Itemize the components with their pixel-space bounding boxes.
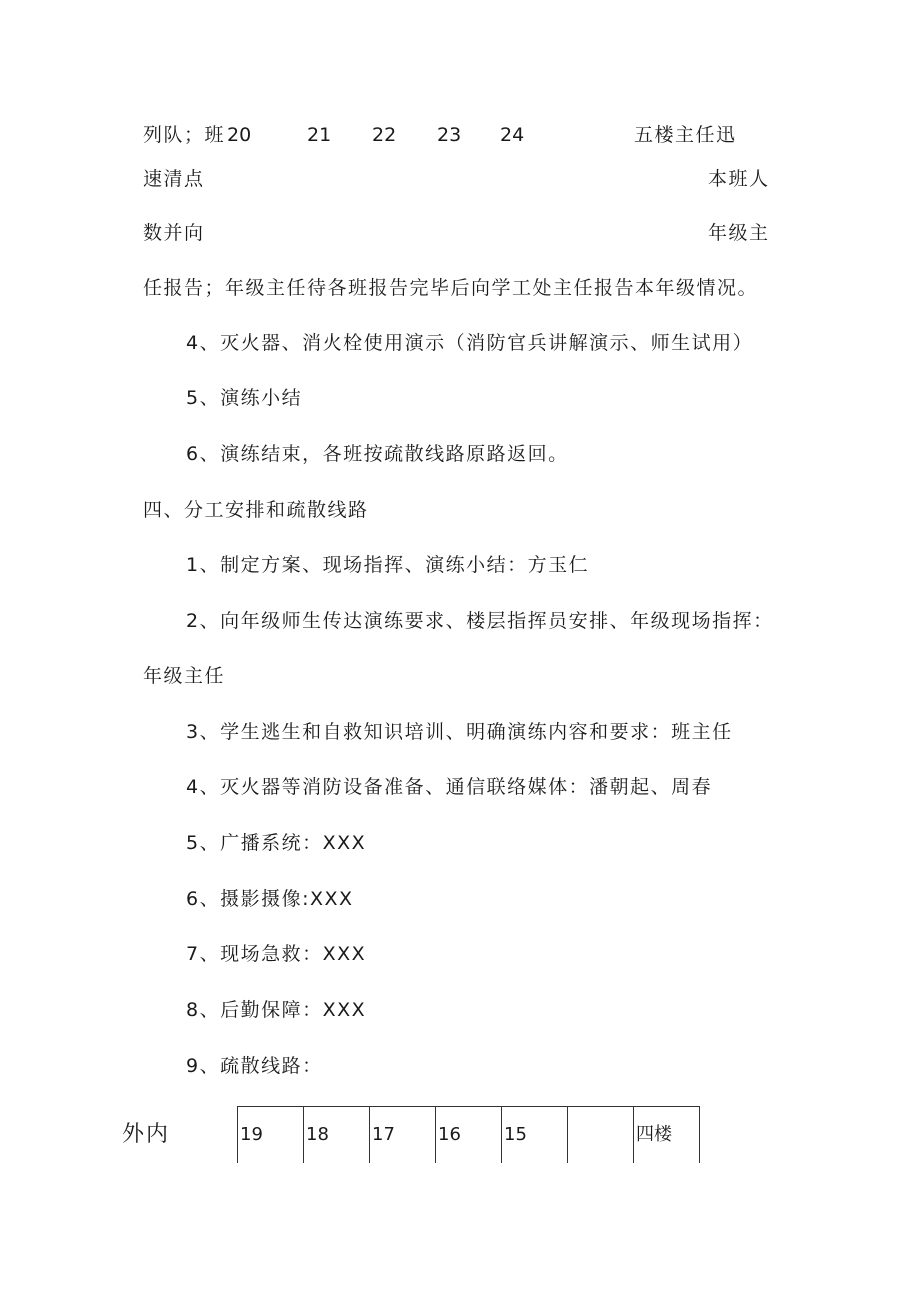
assignment-item-7: 7、现场急救：XXX bbox=[186, 943, 367, 965]
route-cell: 15 bbox=[502, 1107, 568, 1164]
row3-right-text: 年级主 bbox=[708, 222, 770, 244]
section-heading: 四、分工安排和疏散线路 bbox=[143, 499, 369, 521]
assignment-item-1: 1、制定方案、现场指挥、演练小结：方玉仁 bbox=[186, 554, 590, 576]
assignment-item-3: 3、学生逃生和自救知识培训、明确演练内容和要求：班主任 bbox=[186, 721, 733, 743]
paragraph-report: 任报告；年级主任待各班报告完毕后向学工处主任报告本年级情况。 bbox=[143, 277, 759, 299]
route-table bbox=[237, 1106, 700, 1163]
class-number: 23 bbox=[437, 124, 462, 146]
route-cell: 16 bbox=[436, 1107, 502, 1164]
table-row bbox=[238, 1107, 700, 1164]
row2-right-text: 本班人 bbox=[708, 168, 770, 190]
row3-left-text: 数并向 bbox=[143, 222, 205, 244]
route-cell bbox=[568, 1107, 634, 1164]
class-number: 21 bbox=[307, 124, 332, 146]
paragraph-step-5: 5、演练小结 bbox=[186, 387, 303, 409]
assignment-item-2-cont: 年级主任 bbox=[143, 665, 226, 687]
route-cell: 18 bbox=[304, 1107, 370, 1164]
row1-prefix: 列队；班 bbox=[143, 124, 226, 146]
row2-left-text: 速清点 bbox=[143, 168, 205, 190]
route-cell: 四楼 bbox=[634, 1107, 700, 1164]
row1-right-text: 五楼主任迅 bbox=[634, 124, 737, 146]
assignment-item-5: 5、广播系统：XXX bbox=[186, 832, 367, 854]
route-side-label: 外内 bbox=[122, 1122, 171, 1147]
class-number: 20 bbox=[227, 124, 252, 146]
paragraph-step-6: 6、演练结束，各班按疏散线路原路返回。 bbox=[186, 443, 569, 465]
assignment-item-2: 2、向年级师生传达演练要求、楼层指挥员安排、年级现场指挥： bbox=[186, 610, 774, 632]
assignment-item-8: 8、后勤保障：XXX bbox=[186, 999, 367, 1021]
route-cell: 17 bbox=[370, 1107, 436, 1164]
assignment-item-6: 6、摄影摄像:XXX bbox=[186, 888, 354, 910]
paragraph-step-4: 4、灭火器、消火栓使用演示（消防官兵讲解演示、师生试用） bbox=[186, 332, 754, 354]
assignment-item-9: 9、疏散线路： bbox=[186, 1055, 323, 1077]
class-number: 22 bbox=[372, 124, 397, 146]
class-number: 24 bbox=[500, 124, 525, 146]
assignment-item-4: 4、灭火器等消防设备准备、通信联络媒体：潘朝起、周春 bbox=[186, 776, 713, 798]
route-cell: 19 bbox=[238, 1107, 304, 1164]
